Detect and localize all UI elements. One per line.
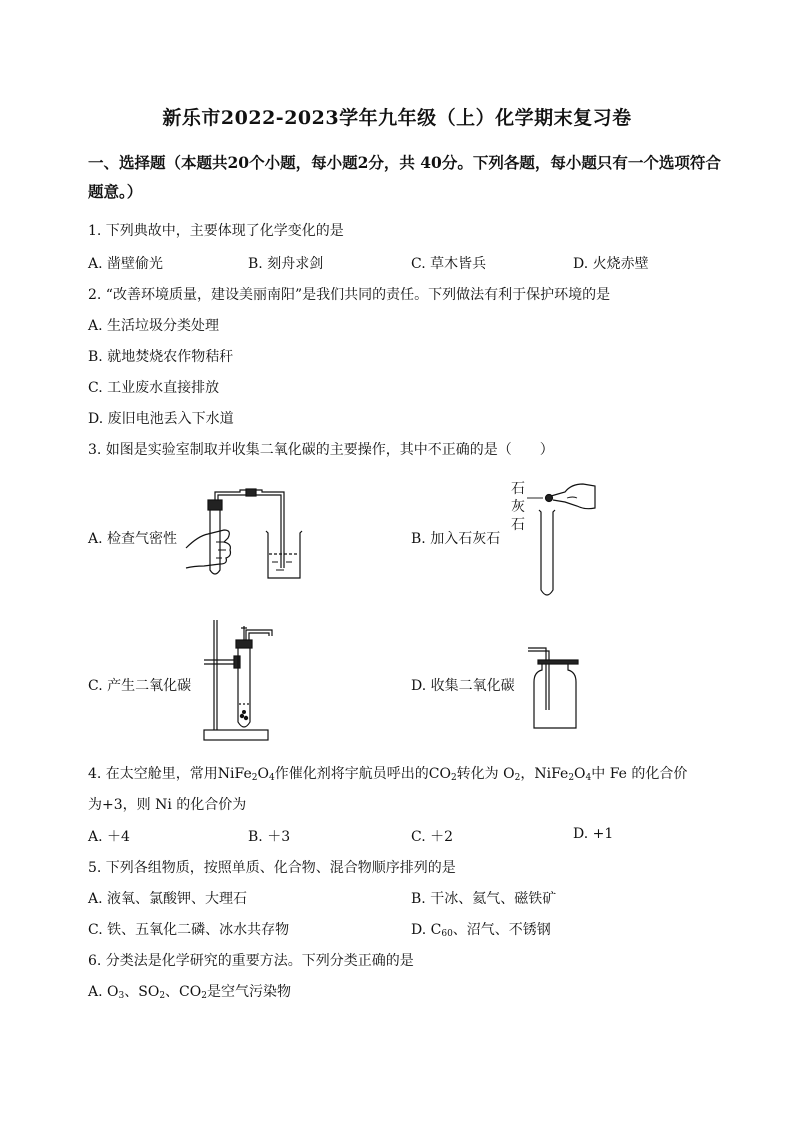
q3-option-a[interactable]: A. 检查气密性 — [88, 531, 178, 547]
q2-option-c[interactable]: C. 工业废水直接排放 — [88, 380, 220, 396]
question-6-stem: 6. 分类法是化学研究的重要方法。下列分类正确的是 — [88, 953, 414, 969]
figure-produce-co2 — [200, 618, 280, 744]
q5-option-c[interactable]: C. 铁、五氧化二磷、冰水共存物 — [88, 922, 290, 938]
q3-option-b[interactable]: B. 加入石灰石 — [411, 531, 501, 547]
q1-option-a[interactable]: A. 凿壁偷光 — [88, 256, 164, 272]
q1-option-d[interactable]: D. 火烧赤壁 — [573, 256, 649, 272]
figure-collect-co2 — [524, 640, 584, 732]
question-4-stem-line1: 4. 在太空舱里，常用$NiFe_2O_4$作催化剂将宇航员呼出的$CO_2$转化为 $O_2$，$NiFe_2O_4$中 Fe 的化合价 — [88, 766, 688, 783]
limestone-label-char-1: 石 — [511, 481, 525, 497]
q3-option-d[interactable]: D. 收集二氧化碳 — [411, 678, 515, 694]
q4-option-d[interactable]: D. +1 — [573, 826, 614, 842]
question-5-stem: 5. 下列各组物质，按照单质、化合物、混合物顺序排列的是 — [88, 860, 456, 876]
question-4-stem-line2: 为+3，则 Ni 的化合价为 — [88, 797, 247, 813]
q1-option-b[interactable]: B. 刻舟求剑 — [248, 256, 324, 272]
question-3-stem: 3. 如图是实验室制取并收集二氧化碳的主要操作，其中不正确的是（ ） — [88, 442, 554, 458]
figure-airtightness-check — [180, 486, 320, 582]
question-2-stem: 2. “改善环境质量，建设美丽南阳”是我们共同的责任。下列做法有利于保护环境的是 — [88, 287, 611, 303]
q3-option-c[interactable]: C. 产生二氧化碳 — [88, 678, 192, 694]
q2-option-b[interactable]: B. 就地焚烧农作物秸秆 — [88, 349, 234, 365]
q2-option-a[interactable]: A. 生活垃圾分类处理 — [88, 318, 220, 334]
q6-option-a[interactable]: A. $O_3$、$SO_2$、$CO_2$是空气污染物 — [88, 984, 291, 1001]
q5-option-a[interactable]: A. 液氧、氯酸钾、大理石 — [88, 891, 248, 907]
q2-option-d[interactable]: D. 废旧电池丢入下水道 — [88, 411, 234, 427]
exam-title: 新乐市2022-2023学年九年级（上）化学期末复习卷 — [162, 107, 632, 129]
section-heading: 一、选择题（本题共20个小题，每小题2分，共 40分。下列各题，每小题只有一个选项符合题意。） — [88, 153, 721, 201]
q1-option-c[interactable]: C. 草木皆兵 — [411, 256, 487, 272]
question-1-stem: 1. 下列典故中，主要体现了化学变化的是 — [88, 223, 344, 239]
q4-option-b[interactable]: B. ＋3 — [248, 829, 291, 845]
q4-option-c[interactable]: C. ＋2 — [411, 829, 454, 845]
q4-option-a[interactable]: A. ＋4 — [88, 829, 130, 845]
limestone-label-char-3: 石 — [511, 517, 525, 533]
q5-option-b[interactable]: B. 干冰、氦气、磁铁矿 — [411, 891, 557, 907]
limestone-label-char-2: 灰 — [511, 499, 525, 515]
q5-option-d[interactable]: D. $C_{60}$、沼气、不锈钢 — [411, 922, 551, 939]
